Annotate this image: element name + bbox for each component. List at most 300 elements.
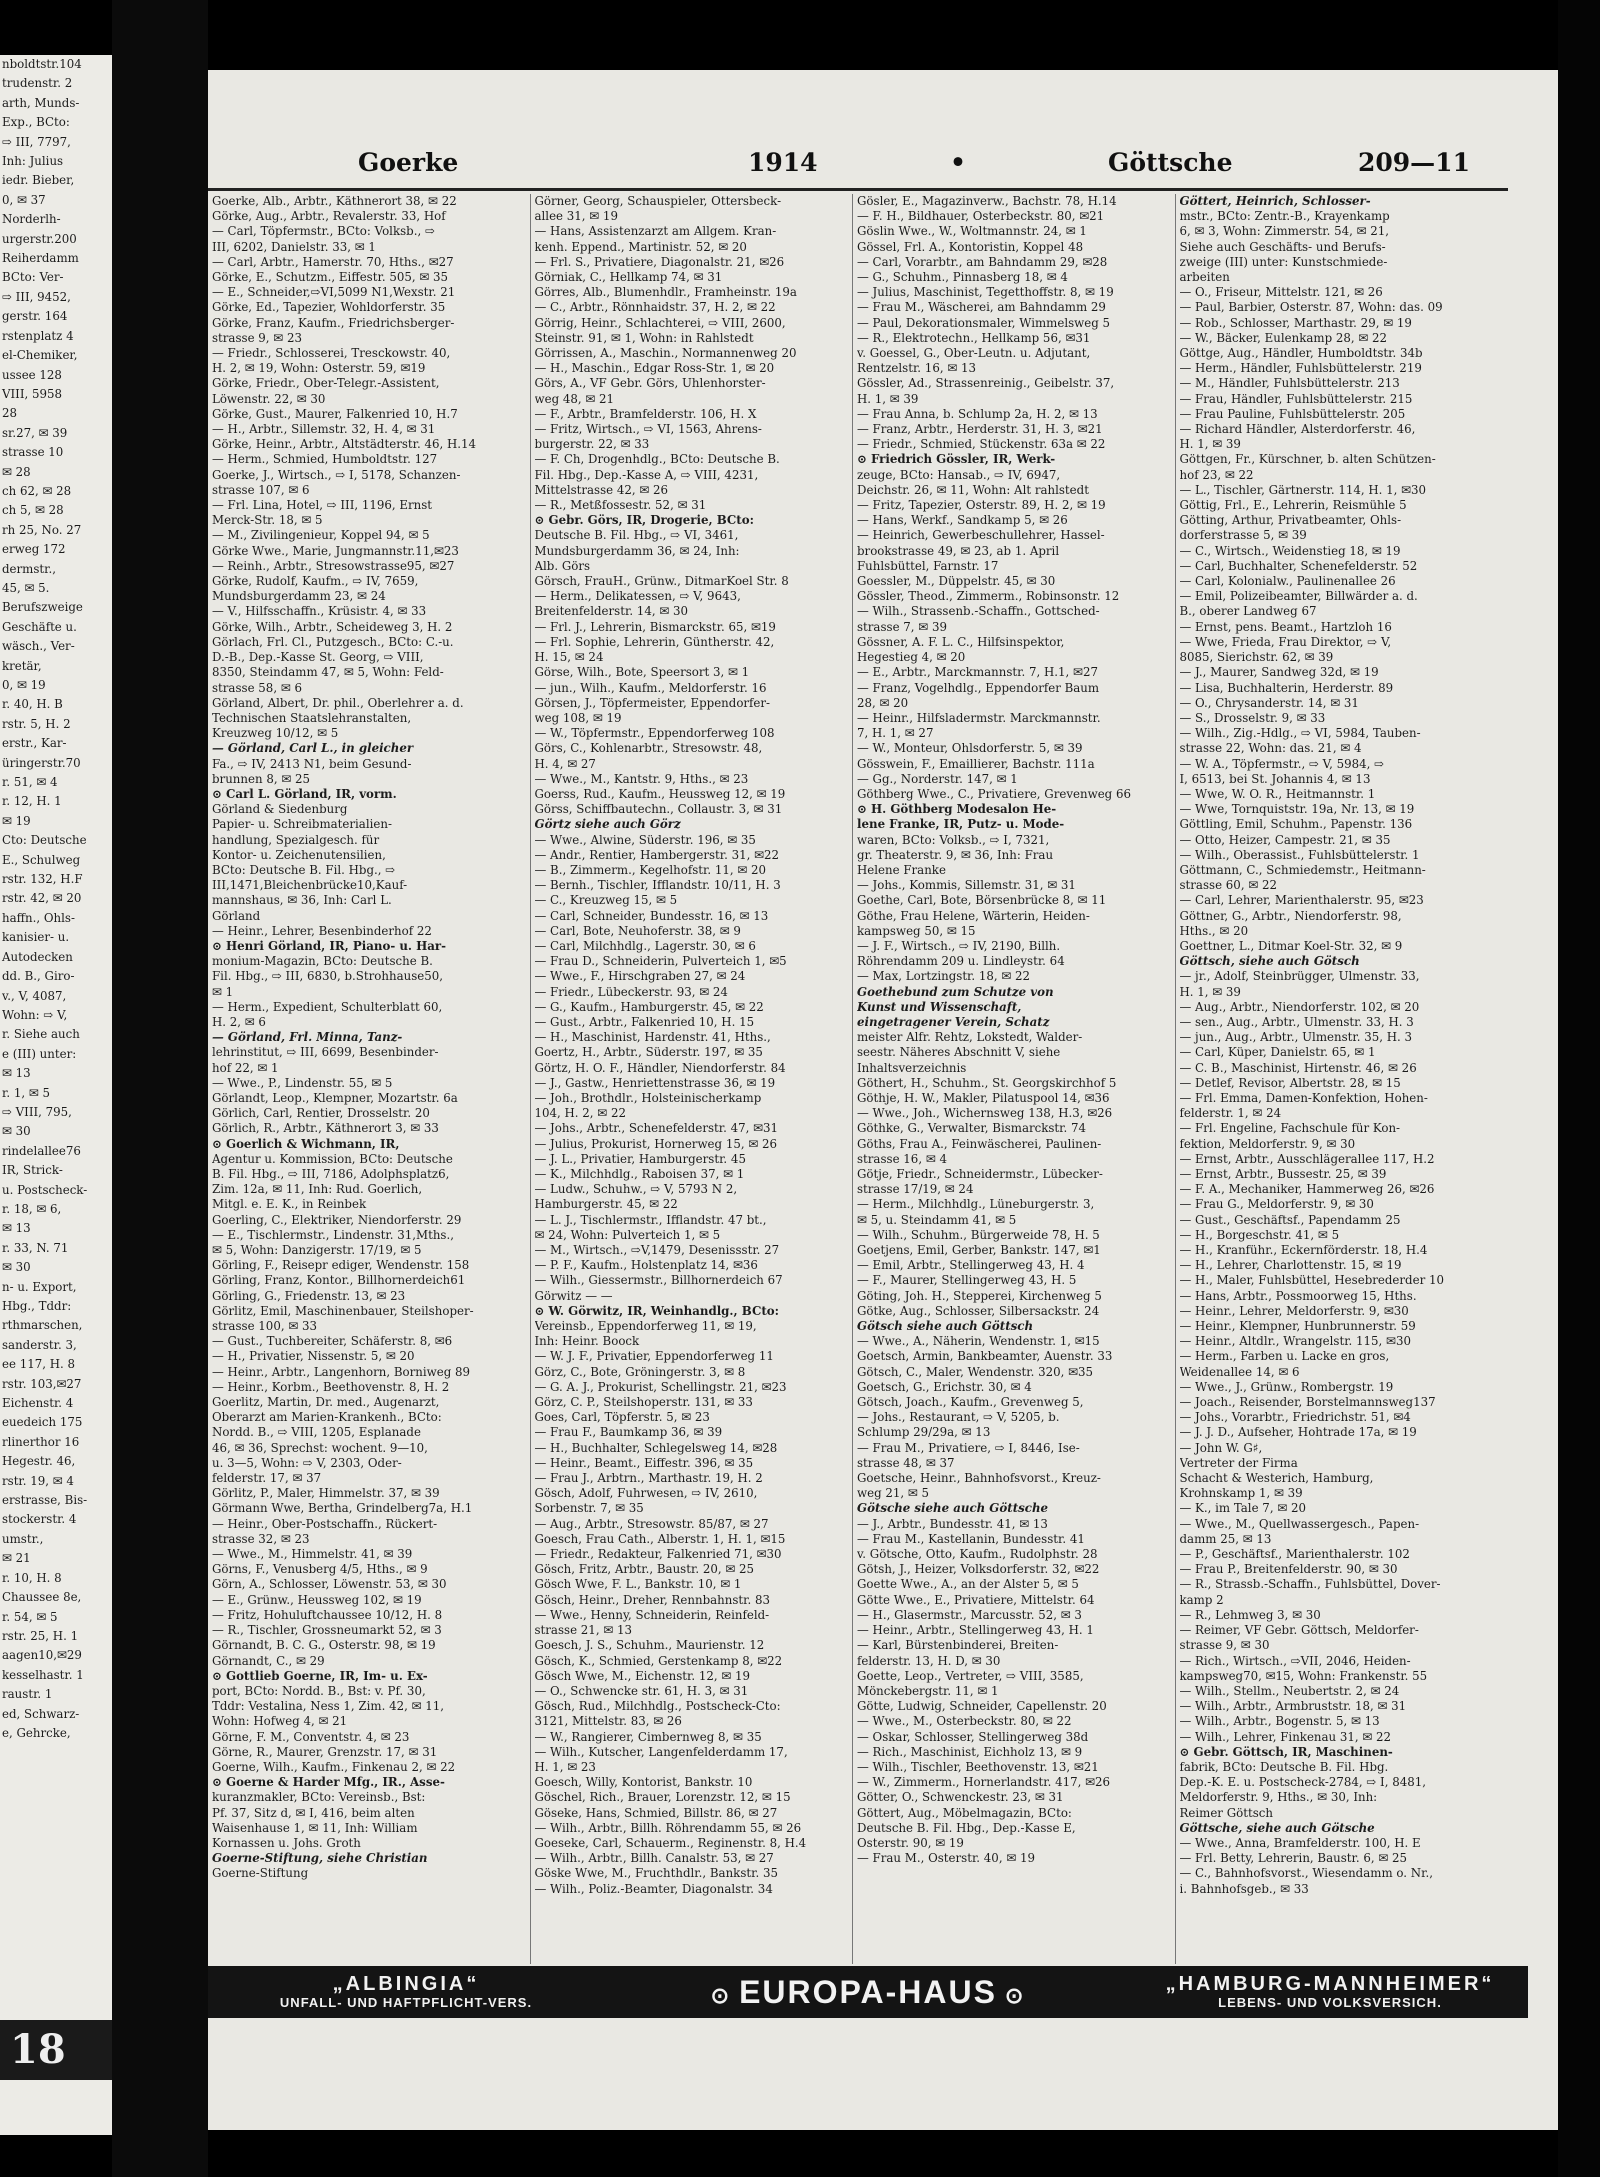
directory-entry: — H., Buchhalter, Schlegelsweg 14, ✉28: [534, 1440, 778, 1455]
directory-entry: — Wwe., M., Himmelstr. 41, ✉ 39: [212, 1547, 413, 1562]
directory-entry: Görres, Alb., Blumenhdlr., Framheinstr. 19a: [534, 285, 797, 300]
directory-entry: — Herm., Delikatessen, ⇨ V, 9643,: [534, 589, 741, 604]
directory-entry: Göttling, Emil, Schuhm., Papenstr. 136: [1179, 817, 1413, 832]
directory-entry: Vereinsb., Eppendorferweg 11, ✉ 19,: [534, 1319, 757, 1334]
directory-entry: — Wwe., M., Quellwassergesch., Papen-: [1179, 1516, 1420, 1531]
directory-entry: Agentur u. Kommission, BCto: Deutsche: [212, 1151, 453, 1166]
directory-entry: Waisenhause 1, ✉ 11, Inh: William: [212, 1820, 418, 1835]
directory-entry: — B., Zimmerm., Kegelhofstr. 11, ✉ 20: [534, 862, 767, 877]
directory-entry: — F., Maurer, Stellingerweg 43, H. 5: [857, 1273, 1077, 1288]
directory-entry: Göttsche, siehe auch Götsche: [1179, 1820, 1375, 1835]
directory-entry: felderstr. 17, ✉ 37: [212, 1471, 322, 1486]
directory-entry: — Reinh., Arbtr., Stresowstrasse95, ✉27: [212, 558, 455, 573]
directory-entry: Goetjens, Emil, Gerber, Bankstr. 147, ✉1: [857, 1243, 1101, 1258]
left-page-line: wäsch., Ver-: [2, 639, 75, 654]
directory-entry: — W., Töpfermstr., Eppendorferweg 108: [534, 726, 775, 741]
directory-entry: Görz, C. P., Steilshoperstr. 131, ✉ 33: [534, 1395, 753, 1410]
directory-entry: — Johs., Restaurant, ⇨ V, 5205, b.: [857, 1410, 1060, 1425]
directory-entry: 8085, Sierichstr. 62, ✉ 39: [1179, 650, 1334, 665]
directory-entry: — Karl, Bürstenbinderei, Breiten-: [857, 1638, 1059, 1653]
directory-entry: — O., Chrysanderstr. 14, ✉ 31: [1179, 695, 1359, 710]
directory-entry: — Herm., Milchhdlg., Lüneburgerstr. 3,: [857, 1197, 1095, 1212]
left-page-line: erstrasse, Bis-: [2, 1493, 88, 1508]
directory-entry: zweige (III) unter: Kunstschmiede-: [1179, 254, 1388, 269]
left-page-line: r. 40, H. B: [2, 697, 63, 712]
directory-entry: — H., Borgeschstr. 41, ✉ 5: [1179, 1227, 1340, 1242]
directory-entry: strasse 60, ✉ 22: [1179, 878, 1277, 893]
directory-entry: Kontor- u. Zeichenutensilien,: [212, 847, 386, 862]
book-gutter: [112, 0, 208, 2177]
directory-entry: — Wilh., Arbtr., Armbruststr. 18, ✉ 31: [1179, 1699, 1407, 1714]
directory-entry: mstr., BCto: Zentr.-B., Krayenkamp: [1179, 209, 1390, 224]
directory-entry: — J. F., Wirtsch., ⇨ IV, 2190, Billh.: [857, 938, 1061, 953]
left-page-line: 0, ✉ 37: [2, 192, 46, 207]
directory-entry: dorferstrasse 5, ✉ 39: [1179, 528, 1307, 543]
directory-entry: — R., Tischler, Grossneumarkt 52, ✉ 3: [212, 1623, 442, 1638]
directory-entry: — Frau D., Schneiderin, Pulverteich 1, ✉5: [534, 954, 787, 969]
directory-entry: Goerne-Stiftung: [212, 1866, 309, 1881]
directory-entry: — Heinr., Altdlr., Wrangelstr. 115, ✉30: [1179, 1334, 1411, 1349]
directory-entry: waren, BCto: Volksb., ⇨ I, 7321,: [857, 832, 1050, 847]
directory-entry: Görlitz, Emil, Maschinenbauer, Steilshoper-: [212, 1303, 474, 1318]
directory-entry: Goes, Carl, Töpferstr. 5, ✉ 23: [534, 1410, 710, 1425]
directory-entry: strasse 7, ✉ 39: [857, 619, 947, 634]
left-page-line: Autodecken: [2, 949, 73, 964]
directory-entry: — Wilh., Oberassist., Fuhlsbüttelerstr. 1: [1179, 847, 1420, 862]
left-page-line: Exp., BCto:: [2, 115, 70, 130]
directory-entry: — Frau G., Meldorferstr. 9, ✉ 30: [1179, 1197, 1374, 1212]
directory-entry: — Wilh., Poliz.-Beamter, Diagonalstr. 34: [534, 1881, 773, 1896]
directory-entry: kampsweg70, ✉15, Wohn: Frankenstr. 55: [1179, 1668, 1428, 1683]
directory-entry: i. Bahnhofsgeb., ✉ 33: [1179, 1881, 1309, 1896]
left-page-line: kretär,: [2, 658, 42, 673]
directory-entry: Krohnskamp 1, ✉ 39: [1179, 1486, 1303, 1501]
directory-entry: — Carl, Küper, Danielstr. 65, ✉ 1: [1179, 1045, 1376, 1060]
left-page-line: e, Gehrcke,: [2, 1725, 71, 1740]
directory-entry: — Ernst, Arbtr., Ausschlägerallee 117, H.2: [1179, 1151, 1435, 1166]
directory-entry: — Frau M., Osterstr. 40, ✉ 19: [857, 1851, 1035, 1866]
directory-entry: — Johs., Kommis, Sillemstr. 31, ✉ 31: [857, 878, 1076, 893]
left-page-line: rh 25, No. 27: [2, 522, 82, 537]
directory-entry: Göttig, Frl., E., Lehrerin, Reismühle 5: [1179, 498, 1407, 513]
directory-entry: fektion, Meldorferstr. 9, ✉ 30: [1179, 1136, 1356, 1151]
directory-entry: Goette, Leop., Vertreter, ⇨ VIII, 3585,: [857, 1668, 1084, 1683]
directory-entry: Görs, C., Kohlenarbtr., Stresowstr. 48,: [534, 741, 763, 756]
directory-entry: D.-B., Dep.-Kasse St. Georg, ⇨ VIII,: [212, 650, 424, 665]
directory-entry: H. 4, ✉ 27: [534, 756, 596, 771]
directory-entry: — W., Rangierer, Cimbernweg 8, ✉ 35: [534, 1729, 762, 1744]
directory-entry: — jun., Aug., Arbtr., Ulmenstr. 35, H. 3: [1179, 1030, 1413, 1045]
directory-entry: — W., Monteur, Ohlsdorferstr. 5, ✉ 39: [857, 741, 1083, 756]
directory-entry: Goetsch, Armin, Bankbeamter, Auenstr. 33: [857, 1349, 1113, 1364]
directory-entry: Görling, Franz, Kontor., Billhornerdeich61: [212, 1273, 466, 1288]
left-page-line: Wohn: ⇨ V,: [2, 1007, 68, 1022]
directory-entry: Goesch, Frau Cath., Alberstr. 1, H. 1, ✉15: [534, 1531, 786, 1546]
directory-entry: — Frau Anna, b. Schlump 2a, H. 2, ✉ 13: [857, 406, 1098, 421]
left-page-line: n- u. Export,: [2, 1279, 77, 1294]
header-year: 1914: [748, 148, 818, 177]
directory-entry: Görs, A., VF Gebr. Görs, Uhlenhorster-: [534, 376, 766, 391]
directory-entry: Görns, F., Venusberg 4/5, Hths., ✉ 9: [212, 1562, 428, 1577]
directory-entry: Schlump 29/29a, ✉ 13: [857, 1425, 991, 1440]
left-page-line: E., Schulweg: [2, 852, 81, 867]
directory-entry: — Wilh., Schuhm., Bürgerweide 78, H. 5: [857, 1227, 1100, 1242]
directory-entry: eingetragener Verein, Schatz: [857, 1014, 1050, 1029]
directory-entry: — Detlef, Revisor, Albertstr. 28, ✉ 15: [1179, 1075, 1401, 1090]
directory-entry: — Wwe, Frieda, Frau Direktor, ⇨ V,: [1179, 634, 1392, 649]
directory-entry: — Carl, Kolonialw., Paulinenallee 26: [1179, 574, 1396, 589]
directory-entry: Görlich, Carl, Rentier, Drosselstr. 20: [212, 1106, 430, 1121]
scan-edge: [1558, 0, 1600, 2177]
directory-entry: Goertz, H., Arbtr., Süderstr. 197, ✉ 35: [534, 1045, 763, 1060]
directory-entry: — H., Maschin., Edgar Ross-Str. 1, ✉ 20: [534, 361, 775, 376]
directory-entry: — E., Grünw., Heussweg 102, ✉ 19: [212, 1592, 422, 1607]
directory-entry: ✉ 24, Wohn: Pulverteich 1, ✉ 5: [534, 1227, 721, 1242]
directory-entry: — J., Arbtr., Bundesstr. 41, ✉ 13: [857, 1516, 1048, 1531]
directory-entry: — Frau P., Breitenfelderstr. 90, ✉ 30: [1179, 1562, 1398, 1577]
left-page-line: strasse 10: [2, 445, 64, 460]
directory-entry: Görlitz, P., Maler, Himmelstr. 37, ✉ 39: [212, 1486, 440, 1501]
directory-entry: felderstr. 13, H. D, ✉ 30: [857, 1653, 1001, 1668]
left-page-line: ✉ 13: [2, 1221, 31, 1236]
left-page-line: VIII, 5958: [2, 386, 63, 401]
left-page-line: umstr.,: [2, 1531, 44, 1546]
left-page-line: raustr. 1: [2, 1687, 53, 1702]
directory-entry: ⊙ Carl L. Görland, IR, vorm.: [212, 786, 397, 801]
directory-entry: — Paul, Barbier, Osterstr. 87, Wohn: das. 09: [1179, 300, 1443, 315]
directory-entry: 8350, Steindamm 47, ✉ 5, Wohn: Feld-: [212, 665, 444, 680]
directory-entry: — Friedr., Lübeckerstr. 93, ✉ 24: [534, 984, 728, 999]
directory-entry: Göthert, H., Schuhm., St. Georgskirchhof 5: [857, 1075, 1117, 1090]
directory-entry: — R., Metßfossestr. 52, ✉ 31: [534, 498, 707, 513]
directory-entry: Götting, Arthur, Privatbeamter, Ohls-: [1179, 513, 1402, 528]
directory-entry: — Rob., Schlosser, Marthastr. 29, ✉ 19: [1179, 315, 1412, 330]
directory-entry: Görrissen, A., Maschin., Normannenweg 20: [534, 346, 797, 361]
directory-entry: — Wwe., P., Lindenstr. 55, ✉ 5: [212, 1075, 393, 1090]
directory-entry: — G., Schuhm., Pinnasberg 18, ✉ 4: [857, 270, 1068, 285]
left-page-line: Hegestr. 46,: [2, 1454, 76, 1469]
left-page-line: el-Chemiker,: [2, 348, 78, 363]
directory-entry: strasse 107, ✉ 6: [212, 482, 310, 497]
directory-entry: Goerke, J., Wirtsch., ⇨ I, 5178, Schanzen-: [212, 467, 461, 482]
directory-entry: Göttge, Aug., Händler, Humboldtstr. 34b: [1179, 346, 1423, 361]
left-page-line: ussee 128: [2, 367, 62, 382]
directory-entry: Göthberg Wwe., C., Privatiere, Grevenweg 66: [857, 786, 1131, 801]
directory-entry: kamp 2: [1179, 1592, 1224, 1607]
left-page-line: haffn., Ohls-: [2, 910, 75, 925]
directory-entry: Görke, Friedr., Ober-Telegr.-Assistent,: [212, 376, 440, 391]
directory-entry: — Wilh., Tischler, Beethovenstr. 13, ✉21: [857, 1759, 1099, 1774]
directory-entry: Reimer Göttsch: [1179, 1805, 1273, 1820]
directory-entry: — Frau J., Arbtrn., Marthastr. 19, H. 2: [534, 1471, 763, 1486]
directory-entry: Gösch, Fritz, Arbtr., Baustr. 20, ✉ 25: [534, 1562, 754, 1577]
directory-entry: — Heinrich, Gewerbeschullehrer, Hassel-: [857, 528, 1105, 543]
directory-entry: — J. L., Privatier, Hamburgerstr. 45: [534, 1151, 746, 1166]
left-page-line: rstenplatz 4: [2, 328, 74, 343]
directory-entry: — W. A., Töpfermstr., ⇨ V, 5984, ⇨: [1179, 756, 1385, 771]
directory-entry: Göttert, Aug., Möbelmagazin, BCto:: [857, 1805, 1072, 1820]
directory-entry: — Frl. J., Lehrerin, Bismarckstr. 65, ✉19: [534, 619, 776, 634]
ad-albingia-desc: UNFALL- UND HAFTPFLICHT-VERS.: [279, 1995, 533, 2010]
directory-entry: I, 6513, bei St. Johannis 4, ✉ 13: [1179, 771, 1371, 786]
directory-entry: — R., Elektrotechn., Hellkamp 56, ✉31: [857, 330, 1091, 345]
directory-entry: — Herm., Farben u. Lacke en gros,: [1179, 1349, 1390, 1364]
directory-entry: — Wilh., Zig.-Hdlg., ⇨ VI, 5984, Tauben-: [1179, 726, 1421, 741]
header-rule: [208, 188, 1508, 191]
directory-entry: Görlandt, Leop., Klempner, Mozartstr. 6a: [212, 1090, 458, 1105]
directory-entry: 104, H. 2, ✉ 22: [534, 1106, 626, 1121]
directory-entry: port, BCto: Nordd. B., Bst: v. Pf. 30,: [212, 1683, 426, 1698]
directory-entry: Görner, Georg, Schauspieler, Ottersbeck-: [534, 194, 782, 208]
directory-entry: Weidenallee 14, ✉ 6: [1179, 1364, 1300, 1379]
directory-entry: strasse 16, ✉ 4: [857, 1151, 947, 1166]
directory-entry: — H., Maler, Fuhlsbüttel, Hesebrederder 10: [1179, 1273, 1444, 1288]
directory-entry: Göttert, Heinrich, Schlosser-: [1179, 194, 1371, 208]
left-page-line: r. 1, ✉ 5: [2, 1085, 50, 1100]
directory-entry: — Aug., Arbtr., Stresowstr. 85/87, ✉ 27: [534, 1516, 769, 1531]
header-first-name: Goerke: [358, 148, 459, 177]
directory-entry: — Gust., Tuchbereiter, Schäferstr. 8, ✉6: [212, 1334, 453, 1349]
directory-page: [208, 70, 1558, 2130]
directory-entry: Görmann Wwe, Bertha, Grindelberg7a, H.1: [212, 1501, 473, 1516]
directory-entry: III, 6202, Danielstr. 33, ✉ 1: [212, 239, 376, 254]
left-page-line: ch 62, ✉ 28: [2, 483, 72, 498]
directory-entry: — Fritz, Tapezier, Osterstr. 89, H. 2, ✉ 19: [857, 498, 1106, 513]
left-page-text: [0, 55, 112, 1743]
directory-entry: Gösch, Rud., Milchhdlg., Postscheck-Cto:: [534, 1699, 781, 1714]
directory-entry: Görling, G., Friedenstr. 13, ✉ 23: [212, 1288, 406, 1303]
directory-entry: gr. Theaterstr. 9, ✉ 36, Inh: Frau: [857, 847, 1054, 862]
directory-entry: — Joach., Reisender, Borstelmannsweg137: [1179, 1395, 1436, 1410]
directory-entry: H. 2, ✉ 19, Wohn: Osterstr. 59, ✉19: [212, 361, 426, 376]
directory-entry: seestr. Näheres Abschnitt V, siehe: [857, 1045, 1061, 1060]
directory-entry: — Rich., Maschinist, Eichholz 13, ✉ 9: [857, 1744, 1083, 1759]
directory-entry: zeuge, BCto: Hansab., ⇨ IV, 6947,: [857, 467, 1061, 482]
directory-entry: Görling, F., Reisepr ediger, Wendenstr. 158: [212, 1258, 470, 1273]
directory-entry: ⊙ Gebr. Göttsch, IR, Maschinen-: [1179, 1744, 1393, 1759]
directory-entry: Goerne, Wilh., Kaufm., Finkenau 2, ✉ 22: [212, 1759, 456, 1774]
directory-entry: 46, ✉ 36, Sprechst: wochent. 9—10,: [212, 1440, 428, 1455]
directory-entry: — Joh., Brothdlr., Holsteinischerkamp: [534, 1090, 762, 1105]
directory-entry: hof 22, ✉ 1: [212, 1060, 279, 1075]
directory-entry: — Wwe., Joh., Wichernsweg 138, H.3, ✉26: [857, 1106, 1113, 1121]
directory-entry: Götke, Aug., Schlosser, Silbersackstr. 24: [857, 1303, 1100, 1318]
directory-entry: kampsweg 50, ✉ 15: [857, 923, 976, 938]
directory-entry: — Ludw., Schuhw., ⇨ V, 5793 N 2,: [534, 1182, 738, 1197]
directory-entry: Görke, Franz, Kaufm., Friedrichsberger-: [212, 315, 455, 330]
left-page-line: r. 54, ✉ 5: [2, 1609, 58, 1624]
directory-entry: — C., Wirtsch., Weidenstieg 18, ✉ 19: [1179, 543, 1401, 558]
directory-entry: — Frl. Lina, Hotel, ⇨ III, 1196, Ernst: [212, 498, 433, 513]
directory-entry: — Wwe., Henny, Schneiderin, Reinfeld-: [534, 1607, 770, 1622]
directory-entry: — P., Geschäftsf., Marienthalerstr. 102: [1179, 1547, 1410, 1562]
directory-entry: — E., Schneider,⇨VI,5099 N1,Wexstr. 21: [212, 285, 456, 300]
directory-entry: — M., Händler, Fuhlsbüttelerstr. 213: [1179, 376, 1400, 391]
left-page-line: trudenstr. 2: [2, 76, 73, 91]
directory-entry: Goerss, Rud., Kaufm., Heussweg 12, ✉ 19: [534, 786, 786, 801]
directory-entry: strasse 48, ✉ 37: [857, 1455, 955, 1470]
directory-entry: Technischen Staatslehranstalten,: [212, 710, 412, 725]
left-page-line: Berufszweige: [2, 600, 83, 615]
directory-entry: Deutsche B. Fil. Hbg., Dep.-Kasse E,: [857, 1820, 1076, 1835]
directory-entry: — Aug., Arbtr., Niendorferstr. 102, ✉ 20: [1179, 999, 1420, 1014]
directory-entry: Vertreter der Firma: [1179, 1455, 1298, 1470]
directory-entry: — Wwe, Tornquiststr. 19a, Nr. 13, ✉ 19: [1179, 802, 1415, 817]
directory-entry: H. 1, ✉ 39: [857, 391, 919, 406]
directory-entry: arbeiten: [1179, 270, 1230, 285]
directory-entry: Görlich, R., Arbtr., Käthnerort 3, ✉ 33: [212, 1121, 439, 1136]
directory-entry: — Oskar, Schlosser, Stellingerweg 38d: [857, 1729, 1089, 1744]
left-page-line: r. 10, H. 8: [2, 1570, 62, 1585]
directory-entry: monium-Magazin, BCto: Deutsche B.: [212, 954, 433, 969]
directory-entry: Goetsche, Heinr., Bahnhofsvorst., Kreuz-: [857, 1471, 1101, 1486]
directory-entry: Gösch, K., Schmied, Gerstenkamp 8, ✉22: [534, 1653, 783, 1668]
directory-entry: Hegestieg 4, ✉ 20: [857, 650, 966, 665]
directory-entry: — Hans, Werkf., Sandkamp 5, ✉ 26: [857, 513, 1068, 528]
directory-entry: Goethe, Carl, Bote, Börsenbrücke 8, ✉ 11: [857, 893, 1107, 908]
directory-entry: Görse, Wilh., Bote, Speersort 3, ✉ 1: [534, 665, 750, 680]
directory-entry: — Carl, Arbtr., Hamerstr. 70, Hths., ✉27: [212, 254, 454, 269]
advertisement-banner: [208, 1966, 1528, 2018]
directory-entry: — Frau F., Baumkamp 36, ✉ 39: [534, 1425, 723, 1440]
directory-entry: Görnandt, B. C. G., Osterstr. 98, ✉ 19: [212, 1638, 436, 1653]
directory-entry: Löwenstr. 22, ✉ 30: [212, 391, 326, 406]
ad-albingia: [208, 1973, 604, 2011]
directory-entry: — Herm., Händler, Fuhlsbüttelerstr. 219: [1179, 361, 1422, 376]
directory-entry: — M., Wirtsch., ⇨V,1479, Desenissstr. 27: [534, 1243, 780, 1258]
directory-columns: [208, 194, 1498, 1964]
directory-entry: — Carl, Buchhalter, Schenefelderstr. 52: [1179, 558, 1418, 573]
directory-entry: Görz, C., Bote, Gröningerstr. 3, ✉ 8: [534, 1364, 746, 1379]
left-page-line: r. 51, ✉ 4: [2, 775, 58, 790]
directory-entry: Goeseke, Carl, Schauerm., Reginenstr. 8, H.4: [534, 1835, 807, 1850]
directory-entry: — Görland, Carl L., in gleicher: [212, 741, 414, 756]
directory-entry: Breitenfelderstr. 14, ✉ 30: [534, 604, 688, 619]
directory-entry: Görke, Rudolf, Kaufm., ⇨ IV, 7659,: [212, 574, 419, 589]
directory-entry: strasse 100, ✉ 33: [212, 1319, 317, 1334]
directory-entry: Tddr: Vestalina, Ness 1, Zim. 42, ✉ 11,: [212, 1699, 444, 1714]
directory-entry: — Ernst, Arbtr., Bussestr. 25, ✉ 39: [1179, 1167, 1387, 1181]
directory-entry: Goerke, Alb., Arbtr., Käthnerort 38, ✉ 22: [212, 194, 457, 208]
directory-entry: Gössel, Frl. A., Kontoristin, Koppel 48: [857, 239, 1084, 254]
directory-entry: Götte, Ludwig, Schneider, Capellenstr. 20: [857, 1699, 1107, 1714]
directory-entry: B. Fil. Hbg., ⇨ III, 7186, Adolphsplatz6,: [212, 1167, 450, 1181]
directory-entry: — Carl, Milchhdlg., Lagerstr. 30, ✉ 6: [534, 938, 756, 953]
directory-entry: handlung, Spezialgesch. für: [212, 832, 380, 847]
left-page-line: arth, Munds-: [2, 95, 80, 110]
directory-entry: — Wwe., J., Grünw., Rombergstr. 19: [1179, 1379, 1394, 1394]
directory-entry: ⊙ Henri Görland, IR, Piano- u. Har-: [212, 938, 447, 953]
directory-entry: Göttgen, Fr., Kürschner, b. alten Schützen-: [1179, 452, 1436, 467]
directory-entry: Deutsche B. Fil. Hbg., ⇨ VI, 3461,: [534, 528, 739, 543]
directory-entry: meister Alfr. Rehtz, Lokstedt, Walder-: [857, 1030, 1083, 1045]
directory-entry: Götsch, Joach., Kaufm., Grevenweg 5,: [857, 1395, 1084, 1410]
directory-entry: Gössler, Theod., Zimmerm., Robinsonstr. 12: [857, 589, 1120, 604]
ad-hm-desc: LEBENS- UND VOLKSVERSICH.: [1218, 1995, 1442, 2010]
left-page-line: rstr. 42, ✉ 20: [2, 891, 82, 906]
directory-entry: — Andr., Rentier, Hambergerstr. 31, ✉22: [534, 847, 780, 862]
directory-entry: Göslin Wwe., W., Woltmannstr. 24, ✉ 1: [857, 224, 1087, 239]
directory-entry: — Wilh., Strassenb.-Schaffn., Gottsched-: [857, 604, 1100, 619]
ad-dot-right: ⊙: [1004, 1982, 1026, 2008]
left-page-line: r. 12, H. 1: [2, 794, 62, 809]
directory-entry: — Gust., Geschäftsf., Papendamm 25: [1179, 1212, 1401, 1227]
directory-entry: Helene Franke: [857, 862, 946, 877]
directory-entry: — Heinr., Arbtr., Langenhorn, Borniweg 89: [212, 1364, 471, 1379]
directory-entry: — Max, Lortzingstr. 18, ✉ 22: [857, 969, 1031, 984]
directory-entry: Görke, Gust., Maurer, Falkenried 10, H.7: [212, 406, 458, 421]
directory-entry: — Wilh., Stellm., Neubertstr. 2, ✉ 24: [1179, 1683, 1400, 1698]
directory-entry: Görrig, Heinr., Schlachterei, ⇨ VIII, 2600,: [534, 315, 786, 330]
directory-entry: strasse 9, ✉ 30: [1179, 1638, 1270, 1653]
directory-entry: Görke, Ed., Tapezier, Wohldorferstr. 35: [212, 300, 446, 315]
directory-entry: Goerne-Stiftung, siehe Christian: [212, 1851, 428, 1866]
directory-entry: Osterstr. 90, ✉ 19: [857, 1835, 964, 1850]
directory-entry: Gössner, A. F. L. C., Hilfsinspektor,: [857, 634, 1065, 649]
directory-entry: ⊙ Gebr. Görs, IR, Drogerie, BCto:: [534, 513, 754, 528]
ad-europa-haus: [604, 1974, 1132, 2011]
directory-entry: — sen., Aug., Arbtr., Ulmenstr. 33, H. 3: [1179, 1014, 1414, 1029]
directory-entry: Göttsch, siehe auch Götsch: [1179, 954, 1360, 969]
directory-entry: III,1471,Bleichenbrücke10,Kauf-: [212, 878, 408, 893]
directory-entry: Inhaltsverzeichnis: [857, 1060, 967, 1075]
directory-entry: Dep.-K. E. u. Postscheck-2784, ⇨ I, 8481,: [1179, 1775, 1426, 1790]
directory-entry: — W., Zimmerm., Hornerlandstr. 417, ✉26: [857, 1775, 1111, 1790]
directory-entry: H. 2, ✉ 6: [212, 1014, 266, 1029]
directory-entry: — Frau Pauline, Fuhlsbüttelerstr. 205: [1179, 406, 1406, 421]
directory-entry: Gösch, Adolf, Fuhrwesen, ⇨ IV, 2610,: [534, 1486, 758, 1501]
directory-entry: H. 1, ✉ 23: [534, 1759, 596, 1774]
directory-entry: Görsen, J., Töpfermeister, Eppendorfer-: [534, 695, 771, 710]
directory-entry: — S., Drosselstr. 9, ✉ 33: [1179, 710, 1326, 725]
left-page-line: Inh: Julius: [2, 154, 64, 169]
directory-entry: — Lisa, Buchhalterin, Herderstr. 89: [1179, 680, 1394, 695]
directory-entry: — Carl, Lehrer, Marienthalerstr. 95, ✉23: [1179, 893, 1424, 908]
directory-entry: Nordd. B., ⇨ VIII, 1205, Esplanade: [212, 1425, 421, 1440]
directory-entry: Göseke, Hans, Schmied, Billstr. 86, ✉ 27: [534, 1805, 778, 1820]
directory-entry: — G., Kaufm., Hamburgerstr. 45, ✉ 22: [534, 999, 764, 1014]
directory-entry: — Heinr., Lehrer, Meldorferstr. 9, ✉30: [1179, 1303, 1409, 1318]
left-page-line: erstr., Kar-: [2, 736, 67, 751]
directory-entry: u. 3—5, Wohn: ⇨ V, 2303, Oder-: [212, 1455, 402, 1470]
directory-entry: Görniak, C., Hellkamp 74, ✉ 31: [534, 270, 723, 285]
left-page-line: ⇨ III, 7797,: [2, 134, 71, 149]
directory-entry: — R., Strassb.-Schaffn., Fuhlsbüttel, Dover-: [1179, 1577, 1441, 1592]
left-page-line: 28: [2, 406, 18, 421]
left-page-line: ✉ 30: [2, 1260, 31, 1275]
directory-entry: — Fritz, Wirtsch., ⇨ VI, 1563, Ahrens-: [534, 422, 762, 437]
left-page-line: rindelallee76: [2, 1143, 81, 1158]
directory-entry: H. 1, ✉ 39: [1179, 984, 1241, 999]
directory-entry: Fil. Hbg., ⇨ III, 6830, b.Strohhause50,: [212, 969, 443, 984]
directory-entry: — F. A., Mechaniker, Hammerweg 26, ✉26: [1179, 1182, 1435, 1197]
left-page-line: ch 5, ✉ 28: [2, 503, 64, 518]
left-page-line: v., V, 4087,: [2, 988, 67, 1003]
directory-entry: Götsch, C., Maler, Wendenstr. 320, ✉35: [857, 1364, 1094, 1379]
directory-entry: — Johs., Vorarbtr., Friedrichstr. 51, ✉4: [1179, 1410, 1411, 1425]
directory-entry: strasse 9, ✉ 23: [212, 330, 302, 345]
directory-entry: Goesch, J. S., Schuhm., Maurienstr. 12: [534, 1638, 765, 1653]
directory-entry: Zim. 12a, ✉ 11, Inh: Rud. Goerlich,: [212, 1182, 423, 1197]
directory-entry: — jr., Adolf, Steinbrügger, Ulmenstr. 33,: [1179, 969, 1420, 984]
directory-entry: Fa., ⇨ IV, 2413 N1, beim Gesund-: [212, 756, 412, 771]
left-page-line: ee 117, H. 8: [2, 1357, 76, 1372]
column-2: [531, 194, 854, 1964]
directory-entry: Deichstr. 26, ✉ 11, Wohn: Alt rahlstedt: [857, 482, 1089, 497]
directory-entry: Siehe auch Geschäfts- und Berufs-: [1179, 239, 1386, 254]
left-page-line: Cto: Deutsche: [2, 833, 87, 848]
directory-entry: Pf. 37, Sitz d, ✉ I, 416, beim alten: [212, 1805, 415, 1820]
